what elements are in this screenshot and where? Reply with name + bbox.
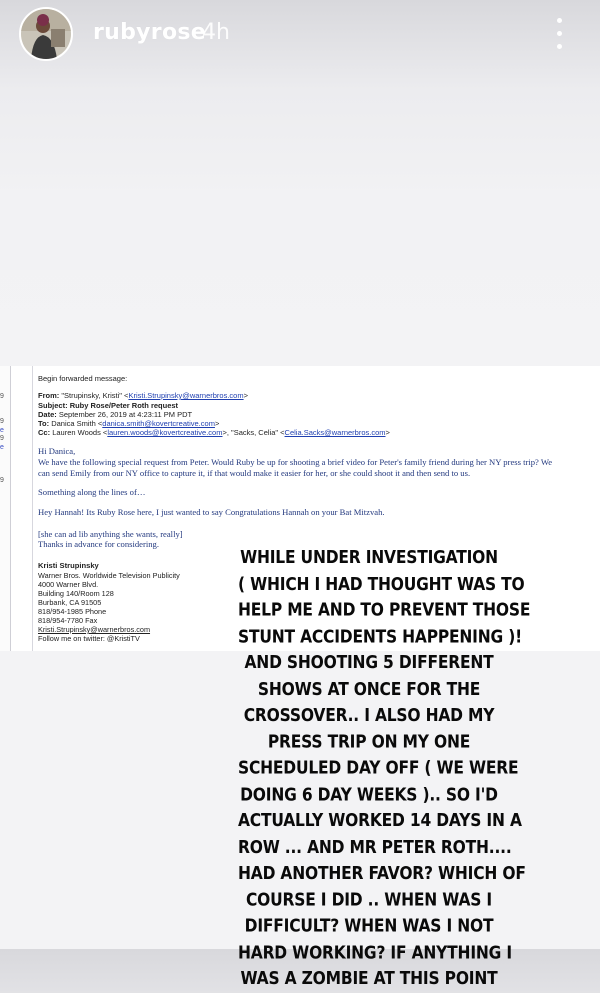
story-timestamp: 4h xyxy=(202,20,230,45)
more-vertical-icon[interactable] xyxy=(548,14,570,54)
email-greeting: Hi Danica, xyxy=(38,446,76,456)
story-username[interactable]: rubyrose xyxy=(93,20,206,45)
signature-title: Warner Bros. Worldwide Television Publicity xyxy=(38,571,180,580)
email-cc: Cc: Lauren Woods <lauren.woods@kovertcreative.com>, "Sacks, Celia" <Celia.Sacks@warnerbros.com> xyxy=(38,428,390,437)
email-subject xyxy=(38,401,178,410)
overlay-line: ACTUALLY WORKED 14 DAYS IN A xyxy=(238,810,522,831)
signature-name: Kristi Strupinsky xyxy=(38,561,99,570)
story-text-overlay xyxy=(238,545,531,993)
email-thanks: Thanks in advance for considering. xyxy=(38,539,159,549)
more-dot xyxy=(557,18,562,23)
more-dot xyxy=(557,44,562,49)
signature-address-2: Building 140/Room 128 xyxy=(38,589,114,598)
email-to: To: Danica Smith <danica.smith@kovertcreative.com> xyxy=(38,419,220,428)
overlay-line: HARD WORKING? IF ANYTHING I xyxy=(238,942,512,963)
to-email-link[interactable]: danica.smith@kovertcreative.com xyxy=(102,419,215,428)
email-something: Something along the lines of… xyxy=(38,487,146,497)
overlay-line: ROW ... AND MR PETER ROTH.... xyxy=(238,836,512,857)
overlay-line: DIFFICULT? WHEN WAS I NOT xyxy=(244,915,494,936)
signature-email-link[interactable]: Kristi.Strupinsky@warnerbros.com xyxy=(38,625,151,634)
cc-label: Cc: xyxy=(38,428,51,437)
signature-city: Burbank, CA 91505 xyxy=(38,598,102,607)
signature-phone: 818/954-1985 Phone xyxy=(38,607,107,616)
subject-text: Ruby Rose/Peter Roth request xyxy=(69,401,179,410)
cc-name-2: "Sacks, Celia" xyxy=(231,428,279,437)
overlay-line: SCHEDULED DAY OFF ( WE WERE xyxy=(238,757,519,778)
profile-photo-icon xyxy=(21,9,71,59)
margin-mark: 9 xyxy=(0,435,4,442)
margin-mark: e xyxy=(0,444,4,451)
overlay-line: HAD ANOTHER FAVOR? WHICH OF xyxy=(238,863,526,884)
overlay-line: PRESS TRIP ON MY ONE xyxy=(267,731,471,752)
signature-fax: 818/954-7780 Fax xyxy=(38,616,98,625)
overlay-line: CROSSOVER.. I ALSO HAD MY xyxy=(243,705,495,726)
margin-mark: 9 xyxy=(0,393,4,400)
signature-address-1: 4000 Warner Blvd. xyxy=(38,580,99,589)
overlay-line: SHOWS AT ONCE FOR THE xyxy=(257,678,481,699)
avatar[interactable] xyxy=(19,7,73,61)
email-ad-lib: [she can ad lib anything she wants, really] xyxy=(38,529,183,539)
overlay-line: STUNT ACCIDENTS HAPPENING )! xyxy=(238,626,522,647)
cc-name-1: Lauren Woods xyxy=(52,428,101,437)
overlay-line: WHILE UNDER INVESTIGATION xyxy=(240,547,498,568)
email-margin xyxy=(0,366,11,651)
from-label: From: xyxy=(38,391,60,400)
signature-twitter: Follow me on twitter: @KristiTV xyxy=(38,634,140,643)
margin-mark: 9 xyxy=(0,418,4,425)
email-body-line-2: can send Emily from our NY office to capture it, if that would make it easier for her, or she could shoot it and then send to us. xyxy=(38,468,471,478)
from-email-link[interactable]: Kristi.Strupinsky@warnerbros.com xyxy=(128,391,244,400)
overlay-line: COURSE I DID .. WHEN WAS I xyxy=(245,889,492,910)
to-label: To: xyxy=(38,419,50,428)
overlay-line: AND SHOOTING 5 DIFFERENT xyxy=(244,652,494,673)
forward-label: Begin forwarded message: xyxy=(38,374,128,383)
story-header xyxy=(0,0,600,70)
email-date xyxy=(38,410,192,419)
overlay-line: DOING 6 DAY WEEKS ).. SO I'D xyxy=(240,784,498,805)
date-text: September 26, 2019 at 4:23:11 PM PDT xyxy=(58,410,193,419)
cc-email-link-1[interactable]: lauren.woods@kovertcreative.com xyxy=(107,428,223,437)
cc-email-link-2[interactable]: Celia.Sacks@warnerbros.com xyxy=(284,428,386,437)
from-name: "Strupinsky, Kristi" xyxy=(61,391,122,400)
date-label: Date: xyxy=(38,410,57,419)
email-body-line-1: We have the following special request from Peter. Would Ruby be up for shooting a brief video for Peter's family friend during her NY press trip? We xyxy=(38,457,553,467)
subject-label: Subject: xyxy=(38,401,68,410)
more-dot xyxy=(557,31,562,36)
margin-mark: e xyxy=(0,427,4,434)
overlay-line: ( WHICH I HAD THOUGHT WAS TO xyxy=(238,573,525,594)
email-script-line: Hey Hannah! Its Ruby Rose here, I just wanted to say Congratulations Hannah on your Bat Mitzvah. xyxy=(38,507,385,517)
overlay-line: WAS A ZOMBIE AT THIS POINT xyxy=(240,968,498,989)
overlay-line: HELP ME AND TO PREVENT THOSE xyxy=(238,599,531,621)
to-name: Danica Smith xyxy=(51,419,96,428)
margin-mark: 9 xyxy=(0,477,4,484)
email-from: From: "Strupinsky, Kristi" <Kristi.Strupinsky@warnerbros.com> xyxy=(38,391,248,400)
